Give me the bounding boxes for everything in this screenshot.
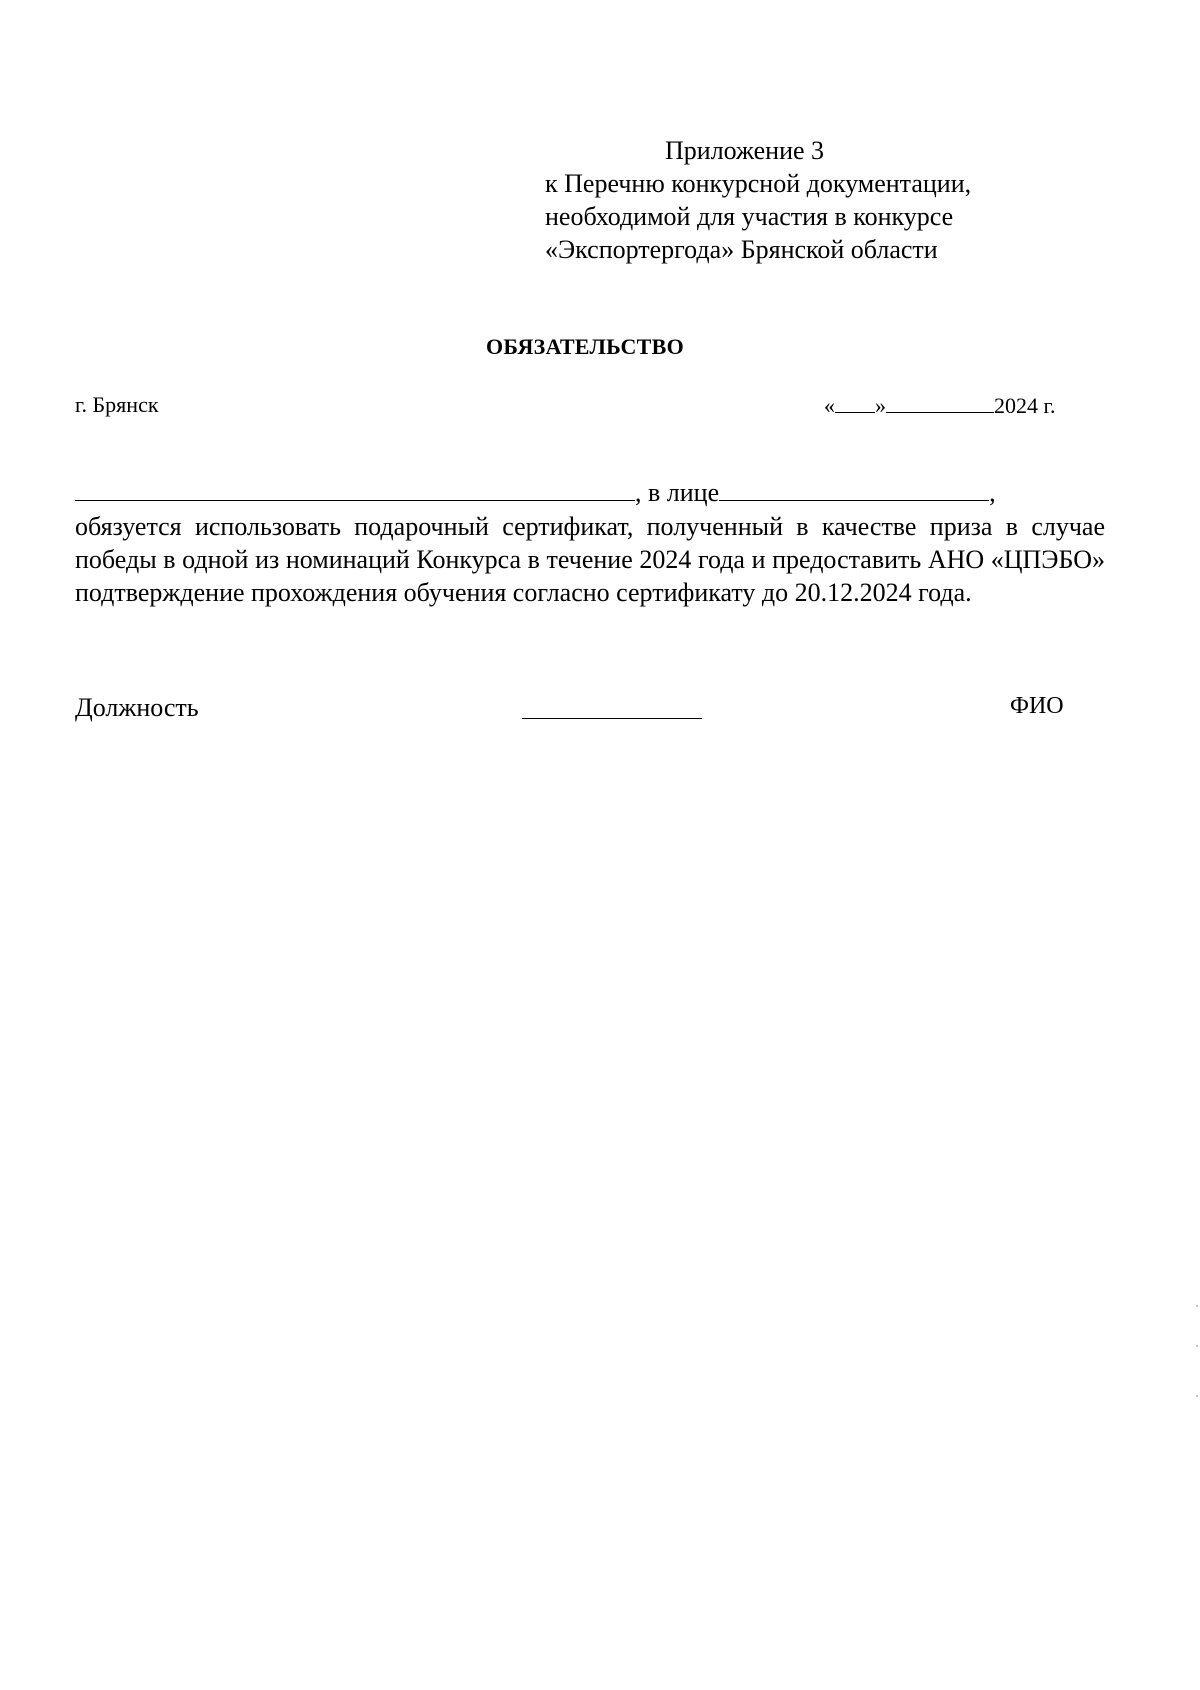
commitment-paragraph: обязуется использовать подарочный сертификат, полученный в качестве приза в случае победы в одной из номинаций Конкурса в течение 2024 года и предоставить АНО «ЦПЭБО» подтверждение прохождения обучения согласно сертификату до 20.12.2024 года. (75, 512, 1105, 607)
city-label: г. Брянск (75, 392, 159, 417)
representative-blank[interactable] (719, 476, 989, 501)
full-name-label: ФИО (1010, 693, 1064, 719)
scan-artifact (1196, 1305, 1198, 1307)
day-blank[interactable] (835, 392, 875, 413)
document-title: ОБЯЗАТЕЛЬСТВО (485, 334, 685, 359)
date-close-quote: » (875, 393, 886, 418)
party-line (75, 476, 1105, 508)
appendix-reference-line-1: к Перечню конкурсной документации, (545, 169, 972, 198)
date-field (824, 392, 1056, 419)
in-person-label: , в лице (635, 478, 720, 507)
appendix-reference-line-3: «Экспортергода» Брянской области (545, 235, 938, 264)
scan-artifact (1196, 1345, 1198, 1347)
appendix-number: Приложение 3 (665, 136, 825, 165)
date-year: 2024 г. (994, 393, 1056, 418)
month-blank[interactable] (886, 392, 994, 413)
appendix-header (545, 134, 1065, 266)
date-open-quote: « (824, 393, 835, 418)
position-label: Должность (75, 693, 199, 722)
signature-line[interactable] (522, 718, 702, 719)
appendix-reference-line-2: необходимой для участия в конкурсе (545, 202, 954, 231)
scan-artifact (1196, 1395, 1198, 1397)
party-trailing-comma: , (989, 478, 996, 507)
organization-blank[interactable] (75, 476, 635, 501)
